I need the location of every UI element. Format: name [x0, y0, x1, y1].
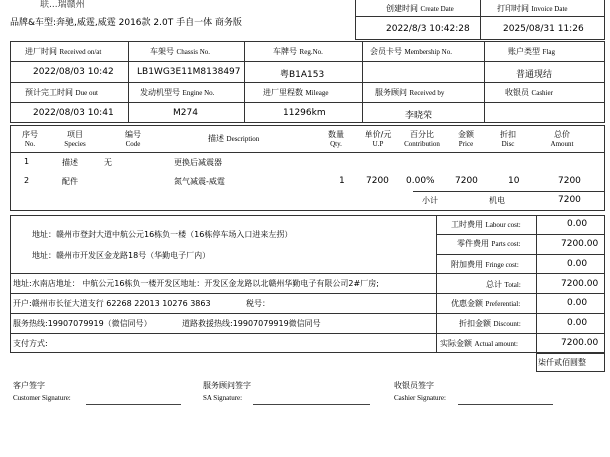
subtotal-value: 7200: [558, 195, 581, 205]
labour-cost-value: 0.00: [567, 219, 588, 229]
rescue-hotline: 道路救援热线:19907079919微信同号: [182, 319, 321, 328]
cashier-label: 收银员 Cashier: [505, 88, 553, 97]
preferential-label: 优惠金额 Preferential:: [451, 299, 521, 308]
reg-no-value: 粤B1A153: [280, 70, 325, 80]
discount-label: 折扣金额 Discount:: [459, 319, 521, 328]
flag-value: 普通现结: [516, 70, 553, 80]
actual-amount-value: 7200.00: [561, 338, 599, 348]
total-label: 总计 Total:: [486, 280, 521, 289]
item-description: 氮气减震-威霆: [174, 177, 225, 186]
item-disc: 10: [508, 176, 520, 186]
item-price: 7200: [455, 176, 478, 186]
item-description: 更换后减震器: [174, 158, 222, 167]
sa-signature-line: [253, 404, 370, 405]
service-hotline: 服务热线:19907079919（微信同号）: [13, 319, 152, 328]
col-disc-header: 折扣 Disc: [500, 130, 516, 148]
tax-id-label: 税号：: [246, 299, 270, 308]
item-amount: 7200: [558, 176, 581, 186]
cashier-signature-line: [458, 404, 553, 405]
parts-cost-value: 7200.00: [561, 239, 599, 249]
discount-value: 0.00: [567, 318, 588, 328]
customer-signature-label: 客户签字 Customer Signature:: [13, 381, 71, 402]
amount-in-words: 柒仟贰佰圆整: [538, 358, 586, 367]
item-qty: 1: [339, 176, 345, 186]
shop-name: 联...瑞赣州: [40, 0, 85, 10]
sa-signature-label: 服务顾问签字 SA Signature:: [203, 381, 251, 402]
vehicle-info: 品牌&车型:奔驰,威霆,威霆 2016款 2.0T 手自一体 商务版: [10, 18, 242, 28]
due-out-label: 预计完工时间 Due out: [25, 88, 98, 97]
bank-account: 开户:赣州市长征大道支行 62268 22013 10276 3863: [13, 299, 211, 308]
preferential-value: 0.00: [567, 298, 588, 308]
col-code-header: 编号 Code: [125, 130, 141, 148]
received-by-value: 李晓荣: [405, 111, 433, 121]
item-code: 无: [104, 158, 112, 167]
col-qty-header: 数量 Qty.: [328, 130, 344, 148]
engine-label: 发动机型号 Engine No.: [140, 88, 215, 97]
labour-cost-label: 工时费用 Labour cost:: [451, 220, 521, 229]
flag-label: 账户类型 Flag: [508, 47, 555, 56]
cashier-signature-label: 收银员签字 Cashier Signature:: [394, 381, 446, 402]
due-out-value: 2022/08/03 10:41: [33, 108, 114, 118]
col-description-header: 描述 Description: [208, 134, 260, 143]
mileage-value: 11296km: [283, 108, 326, 118]
invoice-date-value: 2025/08/31 11:26: [503, 24, 584, 34]
item-species: 描述: [62, 158, 78, 167]
fringe-cost-label: 附加费用 Fringe cost:: [451, 260, 519, 269]
received-by-label: 服务顾问 Received by: [375, 88, 445, 97]
actual-amount-label: 实际金额 Actual amount:: [440, 339, 518, 348]
col-species-header: 项目 Species: [64, 130, 86, 148]
chassis-label: 车架号 Chassis No.: [150, 47, 210, 56]
subtotal-label: 小计: [422, 196, 438, 205]
subtotal-category: 机电: [489, 196, 505, 205]
address-line-2: 地址：赣州市开发区金龙路18号（华勤电子厂内）: [32, 251, 211, 260]
total-value: 7200.00: [561, 279, 599, 289]
customer-signature-line: [86, 404, 181, 405]
create-date-value: 2022/8/3 10:42:28: [386, 24, 470, 34]
create-date-label: 创建时间 Create Date: [386, 4, 454, 13]
received-on-label: 进厂时间 Received on/at: [25, 47, 102, 56]
col-price-header: 金额 Price: [458, 130, 474, 148]
item-no: 2: [24, 176, 30, 185]
fringe-cost-value: 0.00: [567, 259, 588, 269]
item-unit-price: 7200: [366, 176, 389, 186]
col-amount-header: 总价 Amount: [550, 130, 574, 148]
address-line-1: 地址：赣州市登封大道中航公元16栋负一楼（16栋停车场入口进来左拐）: [32, 230, 293, 239]
chassis-value: LB1WG3E11M8138497: [137, 67, 241, 77]
mileage-label: 进厂里程数 Mileage: [263, 88, 329, 97]
invoice-date-label: 打印时间 Invoice Date: [497, 4, 568, 13]
item-contribution: 0.00%: [406, 176, 435, 186]
item-no: 1: [24, 157, 30, 166]
col-no-header: 序号 No.: [22, 130, 38, 148]
membership-label: 会员卡号 Membership No.: [370, 47, 452, 56]
payment-method: 支付方式:: [13, 339, 48, 348]
engine-value: M274: [173, 108, 198, 118]
reg-no-label: 车牌号 Reg.No.: [273, 47, 323, 56]
item-species: 配件: [62, 177, 78, 186]
col-up-header: 单价/元 U.P: [364, 130, 392, 148]
col-contribution-header: 百分比 Contribution: [404, 130, 440, 148]
address-line-3: 地址:水南店地址： 中航公元16栋负一楼开发区地址：开发区金龙路以北赣州华勤电子有限公司2#厂房;: [13, 279, 379, 288]
parts-cost-label: 零件费用 Parts cost:: [457, 239, 521, 248]
received-on-value: 2022/08/03 10:42: [33, 67, 114, 77]
